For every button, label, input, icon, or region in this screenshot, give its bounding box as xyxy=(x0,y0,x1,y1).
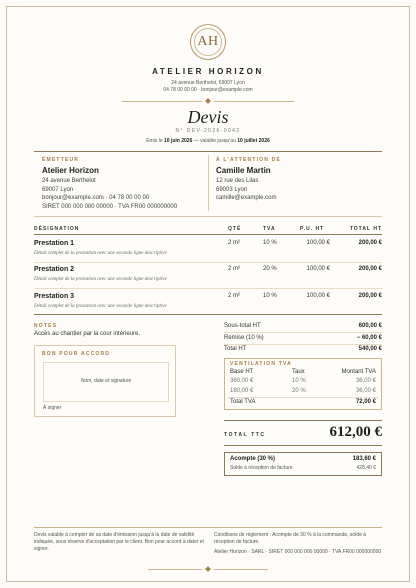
emitter-name: Atelier Horizon xyxy=(42,166,99,175)
footer-ornament-right xyxy=(214,569,268,570)
vat-header-base: Base HT xyxy=(230,369,254,375)
emitter-label: ÉMETTEUR xyxy=(42,157,80,163)
item-qty: 2 m² xyxy=(228,293,240,299)
client-street: 12 rue des Lilas xyxy=(216,178,259,184)
issued-prefix: Émis le xyxy=(146,138,163,144)
client-label: À L'ATTENTION DE xyxy=(216,157,282,163)
header-tva: TVA xyxy=(263,226,276,232)
header-pu: P.U. HT xyxy=(300,226,325,232)
row-divider xyxy=(34,288,382,289)
notes-text: Accès au chantier par la cour intérieure. xyxy=(34,331,141,337)
document-number: N° DEV-2026-0042 xyxy=(175,128,241,134)
vat-header-amount: Montant TVA xyxy=(341,369,376,375)
item-name: Prestation 1 xyxy=(34,240,75,247)
item-qty: 2 m² xyxy=(228,266,240,272)
ttc-top-rule xyxy=(224,420,382,421)
header-designation: DÉSIGNATION xyxy=(34,226,80,232)
item-description: Détail complet de la prestation avec une seconde ligne descriptive xyxy=(34,304,167,309)
header-total: TOTAL HT xyxy=(349,226,382,232)
vat-total-value: 72,00 € xyxy=(355,399,376,405)
item-description: Détail complet de la prestation avec une seconde ligne descriptive xyxy=(34,251,167,256)
signature-placeholder: Nom, date et signature xyxy=(80,378,132,384)
company-address: 24 avenue Berthelot, 69007 Lyon xyxy=(171,80,245,86)
client-city: 69003 Lyon xyxy=(216,186,248,193)
issued-date: 10 juin 2026 xyxy=(164,138,193,144)
deposit-label: Acompte (30 %) xyxy=(230,456,276,462)
ttc-label: TOTAL TTC xyxy=(224,432,266,438)
item-tva: 10 % xyxy=(263,293,277,299)
client-email: camille@example.com xyxy=(216,195,277,201)
balance-label: Solde à réception de facture xyxy=(230,465,293,471)
vat-row-rate: 10 % xyxy=(292,378,306,384)
emitter-street: 24 avenue Berthelot xyxy=(42,178,96,184)
balance-value: 428,40 € xyxy=(356,465,376,471)
valid-prefix: — valable jusqu'au xyxy=(193,138,236,144)
ttc-bottom-rule xyxy=(224,445,382,446)
footer-ornament-left xyxy=(148,569,202,570)
table-top-rule xyxy=(34,216,382,217)
emitter-contact: bonjour@example.com · 04 78 00 00 00 xyxy=(42,195,150,201)
vat-row-amount: 36,00 € xyxy=(355,388,376,394)
logo-initials: AH xyxy=(197,34,219,49)
company-contact: 04 78 00 00 00 · bonjour@example.com xyxy=(163,87,253,93)
valid-date: 10 juillet 2026 xyxy=(237,138,270,144)
table-header-rule xyxy=(34,234,382,235)
vat-divider xyxy=(228,397,378,398)
deposit-value: 183,60 € xyxy=(352,456,376,462)
total-ht-value: 540,00 € xyxy=(358,346,382,352)
item-total: 200,00 € xyxy=(358,240,382,246)
company-logo xyxy=(190,24,226,60)
client-name: Camille Martin xyxy=(216,166,271,175)
parties-divider xyxy=(208,155,209,211)
table-bottom-rule xyxy=(34,314,382,315)
header-rule-right xyxy=(214,101,294,102)
client-block xyxy=(216,157,376,203)
company-name: ATELIER HORIZON xyxy=(152,67,264,76)
totals-divider xyxy=(224,332,382,333)
footer-legal: Atelier Horizon · SARL · SIRET 000 000 000 00000 · TVA FR00 000000000 xyxy=(214,549,382,555)
discount-value: − 60,00 € xyxy=(356,335,382,341)
totals-divider xyxy=(224,344,382,345)
subtotal-value: 600,00 € xyxy=(358,323,382,329)
vat-total-label: Total TVA xyxy=(230,399,256,405)
header-qty: QTÉ xyxy=(228,226,242,232)
vat-row-base: 360,00 € xyxy=(230,378,254,384)
emitter-city: 69007 Lyon xyxy=(42,186,74,193)
emitter-block xyxy=(42,157,202,211)
item-total: 200,00 € xyxy=(358,266,382,272)
vat-row-base: 180,00 € xyxy=(230,388,254,394)
item-unit-price: 100,00 € xyxy=(306,293,330,299)
footer-rule xyxy=(34,527,382,528)
footer-payment-terms: Conditions de règlement : Acompte de 30 % à la commande, solde à réception de facture. xyxy=(214,532,367,545)
subtotal-label: Sous-total HT xyxy=(224,323,261,329)
notes-label: NOTES xyxy=(34,323,58,329)
item-unit-price: 100,00 € xyxy=(306,266,330,272)
vat-header-rate: Taux xyxy=(292,369,305,375)
item-name: Prestation 2 xyxy=(34,266,75,273)
document-title: Devis xyxy=(187,107,229,127)
section-rule xyxy=(34,151,382,152)
item-description: Détail complet de la prestation avec une seconde ligne descriptive xyxy=(34,277,167,282)
vat-label: VENTILATION TVA xyxy=(230,361,292,367)
item-unit-price: 100,00 € xyxy=(306,240,330,246)
item-name: Prestation 3 xyxy=(34,293,75,300)
document-dates xyxy=(0,138,416,144)
signature-label: BON POUR ACCORD xyxy=(42,351,111,357)
header-rule-left xyxy=(122,101,202,102)
emitter-ids: SIRET 000 000 000 00000 · TVA FR00 000000000 xyxy=(42,203,178,210)
item-tva: 20 % xyxy=(263,266,277,272)
item-qty: 2 m² xyxy=(228,240,240,246)
vat-row-amount: 36,00 € xyxy=(355,378,376,384)
total-ht-label: Total HT xyxy=(224,346,247,352)
vat-row-rate: 20 % xyxy=(292,388,306,394)
item-total: 200,00 € xyxy=(358,293,382,299)
row-divider xyxy=(34,262,382,263)
discount-label: Remise (10 %) xyxy=(224,335,264,341)
footer-validity-text: Devis valable à compter de sa date d'émission jusqu'à la date de validité indiquée, sous réserve d'acceptation par le client. Bon pour accord à dater et signer. xyxy=(34,532,204,552)
sign-label: À signer xyxy=(43,405,62,411)
ttc-value: 612,00 € xyxy=(329,424,382,440)
item-tva: 10 % xyxy=(263,240,277,246)
